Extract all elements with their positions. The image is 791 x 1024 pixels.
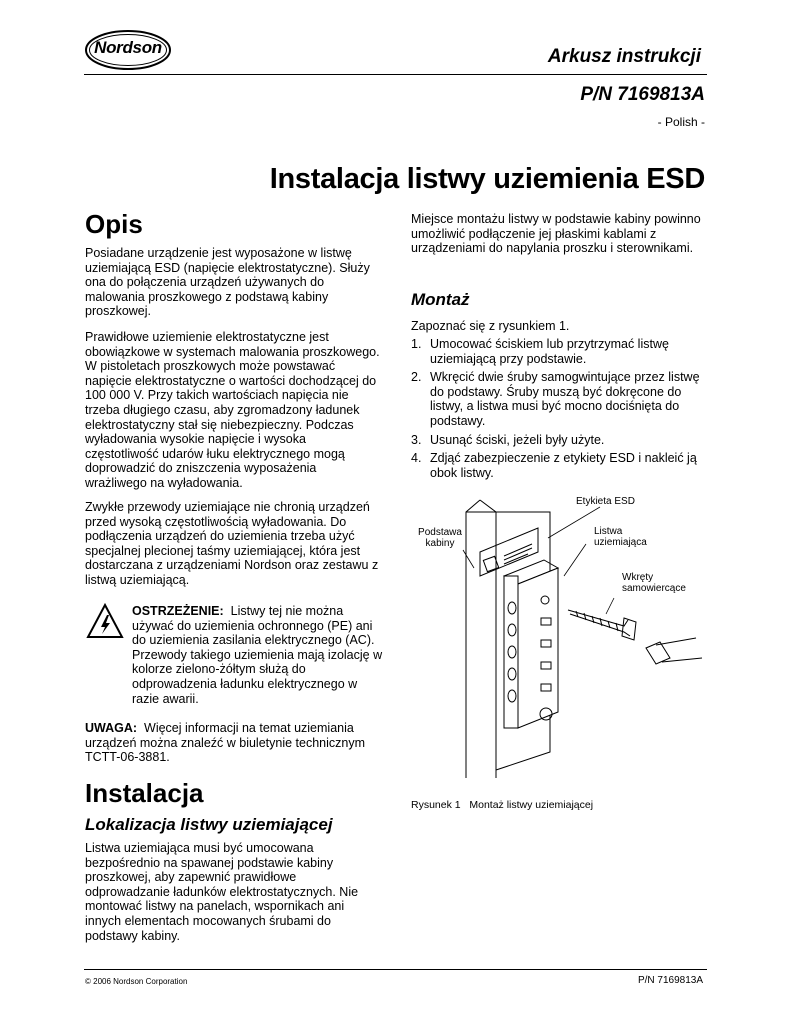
subheading-lokalizacja: Lokalizacja listwy uziemiającej — [85, 815, 333, 834]
header-part-number: P/N 7169813A — [580, 84, 705, 105]
label-podstawa-kabiny: Podstawa kabiny — [418, 527, 462, 549]
label-wkrety-samowiercace: Wkręty samowiercące — [622, 572, 686, 594]
section-heading-instalacja: Instalacja — [85, 778, 204, 808]
page-title: Instalacja listwy uziemienia ESD — [269, 163, 705, 195]
subheading-montaz: Montaż — [411, 290, 470, 309]
opis-paragraph-1: Posiadane urządzenie jest wyposażone w listwę uziemiającą ESD (napięcie elektrostatyczne). Służy ona do połączenia urządzeń używanych do malowania proszkowego z podstawą kabiny proszkowej. — [85, 246, 370, 319]
lokalizacja-paragraph: Listwa uziemiająca musi być umocowana bezpośrednio na spawanej podstawie kabiny proszkowej, aby zapewnić prawidłowe odprowadzanie ładunków elektrostatycznych. Nie montować listwy na panelach, wspornikach ani innych elementach mocowanych śrubami do podstawy kabiny. — [85, 841, 359, 943]
grounding-bar-drawing — [504, 560, 558, 728]
section-heading-opis: Opis — [85, 209, 143, 239]
ground-cable-drawing — [646, 638, 702, 664]
warning-label: OSTRZEŻENIE: — [132, 604, 224, 618]
footer-rule — [84, 969, 707, 970]
list-item: 3. Usunąć ściski, jeżeli były użyte. — [411, 432, 605, 447]
warning-block — [132, 604, 384, 706]
note-text: Więcej informacji na temat uziemiania urządzeń można znaleźć w biuletynie technicznym TCTT-06-3881. — [85, 721, 365, 765]
screw-drawing — [568, 610, 636, 640]
label-listwa-uziemiajaca: Listwa uziemiająca — [594, 526, 647, 548]
label-etykieta-esd: Etykieta ESD — [576, 496, 635, 507]
esd-label-drawing — [480, 528, 538, 576]
header-rule — [84, 74, 707, 75]
language-label: - Polish - — [657, 115, 705, 129]
note-label: UWAGA: — [85, 721, 138, 735]
montaz-intro: Zapoznać się z rysunkiem 1. — [411, 319, 570, 333]
list-item: 1. Umocować ściskiem lub przytrzymać listwę uziemiającą przy podstawie. — [411, 337, 669, 366]
list-item: 4. Zdjąć zabezpieczenie z etykiety ESD i nakleić ją obok listwy. — [411, 451, 697, 480]
list-item: 2. Wkręcić dwie śruby samogwintujące przez listwę do podstawy. Śruby muszą być dokręcone do listwy, a listwa musi być mocno dociśnięta do podstawy. — [411, 370, 700, 428]
electrical-hazard-icon — [86, 603, 124, 639]
opis-paragraph-2: Prawidłowe uziemienie elektrostatyczne jest obowiązkowe w systemach malowania proszkowego. W pistoletach proszkowych może powstawać napięcie elektrostatyczne o wartości dochodzącej do 100 000 V. Przy takich wartościach napięcia nie trzeba długiego czasu, aby zgromadzony ładunek elektrostatyczny stał się niebezpieczny. Podczas wyładowania wysokie napięcie i wysoka częstotliwość udarów łuku elektrycznego mogą doprowadzić do zniszczenia wyposażenia wrażliwego na wyładowania. — [85, 330, 380, 490]
figure-caption: Rysunek 1 Montaż listwy uziemiającej — [411, 799, 594, 811]
footer-part-number: P/N 7169813A — [637, 975, 703, 986]
lokalizacja-paragraph-2: Miejsce montażu listwy w podstawie kabiny powinno umożliwić podłączenie jej płaskimi kablami z urządzeniami do napylania proszku i sterownikami. — [411, 212, 701, 256]
nordson-logo — [84, 28, 172, 72]
warning-text: Listwy tej nie można używać do uziemienia ochronnego (PE) ani do uziemienia zasilania elektrycznego (AC). Przewody takiego uziemienia mają izolację w kolorze zielono-żółtym służą do odprowadzenia ładunku elektrycznego w razie awarii. — [132, 604, 383, 706]
footer-copyright: © 2006 Nordson Corporation — [85, 977, 188, 986]
montaz-steps-list — [411, 337, 711, 484]
opis-paragraph-3: Zwykłe przewody uziemiające nie chronią urządzeń przed wysoką częstotliwością wyładowania. Do podłączenia urządzeń do uziemienia trzeba użyć specjalnej plecionej taśmy uziemiającej, która jest dostarczana z urządzeniami Nordson oraz zestawu z listwą uziemiającą. — [85, 500, 379, 587]
note-block — [85, 721, 381, 765]
document-type: Arkusz instrukcji — [547, 46, 701, 67]
logo-text: Nordson — [94, 38, 162, 57]
